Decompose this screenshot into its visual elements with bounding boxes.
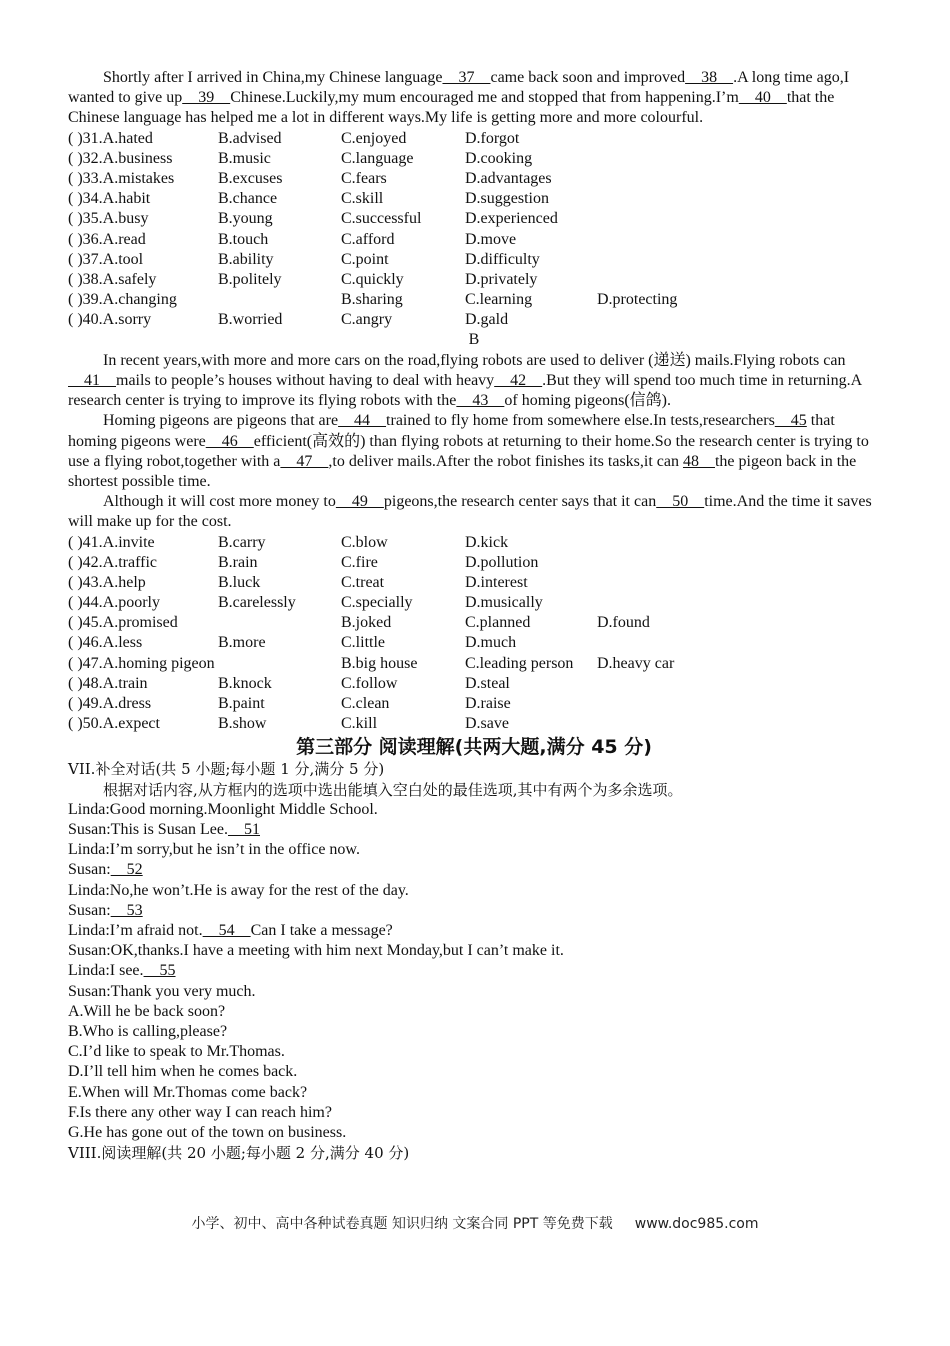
question-row: ( )49.A.dress B.paint C.clean D.raise — [68, 695, 511, 713]
option-item: G.He has gone out of the town on business. — [68, 1124, 347, 1142]
option-item: A.Will he be back soon? — [68, 1002, 226, 1020]
dialogue-options — [68, 1002, 880, 1143]
question-row: ( )48.A.train B.knock C.follow D.steal — [68, 674, 510, 692]
blank-52: 52 — [110, 861, 143, 879]
section7-instruction: 根据对话内容,从方框内的选项中选出能填入空白处的最佳选项,其中有两个为多余选项。 — [103, 780, 683, 799]
blank-45: 45 — [774, 412, 807, 430]
question-row: ( )35.A.busy B.young C.successful D.experienced — [68, 210, 558, 228]
footer-url[interactable]: www.doc985.com — [634, 1216, 759, 1232]
section7-title: VII.补全对话(共 5 小题;每小题 1 分,满分 5 分) — [68, 760, 385, 779]
dialogue-line: Susan:Thank you very much. — [68, 982, 256, 1000]
section-b-label: B — [468, 331, 480, 349]
passage-b-paragraph-3: Although it will cost more money to 49 pigeons,the research center says that it can 50 time.And the time it saves will make up for the cost. — [68, 493, 872, 531]
blank-38: 38 — [685, 69, 734, 86]
question-row: ( )44.A.poorly B.carelessly C.specially D.musically — [68, 594, 543, 612]
dialogue — [68, 800, 880, 1002]
blank-42: 42 — [494, 371, 543, 389]
question-row: ( )39.A.changing B.sharing C.learning D.protecting — [68, 291, 678, 309]
blank-46: 46 — [205, 432, 254, 450]
blank-50: 50 — [656, 493, 705, 511]
blank-51: 51 — [228, 821, 260, 838]
questions-a — [68, 129, 880, 331]
passage-a-paragraph: Shortly after I arrived in China,my Chinese language 37 came back soon and improved 38 .A long time ago,I wanted to give up 39 Chinese.Luckily,my mum encouraged me and stopped that from happening.I’m 40 that the Chinese language has helped me a lot in different ways.My life is getting more and more colourful. — [68, 69, 850, 127]
question-row: ( )41.A.invite B.carry C.blow D.kick — [68, 533, 509, 551]
option-item: F.Is there any other way I can reach him? — [68, 1103, 332, 1121]
passage-b-paragraph-1: In recent years,with more and more cars on the road,flying robots are used to deliver (递送) mails.Flying robots can 41 mails to people’s houses without having to deal with heavy 42 .But they will spend too much time in returning.A research center is trying to improve its flying robots with the 43 of homing pigeons(信鸽). — [68, 351, 862, 410]
passage-b-paragraph-2: Homing pigeons are pigeons that are 44 trained to fly home from somewhere else.In tests,researchers 45 that homing pigeons were 46 efficient(高效的) than flying robots at returning to their home.So the research center is trying to use a flying robot,together with a 47 ,to deliver mails.After the robot finishes its tasks,it can 48 the pigeon back in the shortest possible time. — [68, 412, 869, 490]
question-row: ( )38.A.safely B.politely C.quickly D.privately — [68, 270, 538, 288]
question-row: ( )36.A.read B.touch C.afford D.move — [68, 230, 517, 248]
dialogue-line: Linda:No,he won’t.He is away for the rest of the day. — [68, 881, 409, 899]
question-row: ( )33.A.mistakes B.excuses C.fears D.advantages — [68, 169, 552, 187]
dialogue-line: Linda:I’m afraid not. 54 Can I take a message? — [68, 922, 393, 940]
blank-49: 49 — [335, 493, 384, 511]
dialogue-line: Linda:I see. 55 — [68, 962, 176, 980]
option-item: B.Who is calling,please? — [68, 1023, 228, 1041]
question-row: ( )45.A.promised B.joked C.planned D.found — [68, 614, 650, 632]
dialogue-line: Linda:Good morning.Moonlight Middle School. — [68, 800, 378, 818]
question-row: ( )31.A.hated B.advised C.enjoyed D.forgot — [68, 129, 520, 147]
blank-40: 40 — [738, 89, 787, 107]
dialogue-line: Susan:This is Susan Lee. 51 — [68, 821, 260, 838]
option-item: D.I’ll tell him when he comes back. — [68, 1063, 298, 1081]
question-row: ( )37.A.tool B.ability C.point D.difficulty — [68, 250, 540, 268]
blank-43: 43 — [456, 392, 505, 410]
section8-title: VIII.阅读理解(共 20 小题;每小题 2 分,满分 40 分) — [68, 1144, 410, 1163]
blank-48: 48 — [682, 452, 715, 470]
blank-55: 55 — [143, 962, 176, 980]
questions-b — [68, 533, 880, 735]
question-row: ( )47.A.homing pigeon B.big house C.leading person D.heavy car — [68, 654, 675, 672]
footer-text: 小学、初中、高中各种试卷真题 知识归纳 文案合同 PPT 等免费下载 — [191, 1216, 613, 1232]
exam-page — [68, 68, 880, 1163]
option-item: E.When will Mr.Thomas come back? — [68, 1083, 308, 1101]
blank-41: 41 — [68, 371, 116, 389]
dialogue-line: Susan:OK,thanks.I have a meeting with him next Monday,but I can’t make it. — [68, 942, 564, 960]
dialogue-line: Susan: 53 — [68, 901, 143, 919]
question-row: ( )40.A.sorry B.worried C.angry D.gald — [68, 311, 509, 329]
page-footer — [0, 1213, 950, 1233]
blank-47: 47 — [280, 452, 329, 470]
question-row: ( )43.A.help B.luck C.treat D.interest — [68, 573, 528, 591]
question-row: ( )32.A.business B.music C.language D.cooking — [68, 149, 533, 167]
question-row: ( )46.A.less B.more C.little D.much — [68, 634, 517, 652]
blank-44: 44 — [338, 412, 387, 430]
dialogue-line: Susan: 52 — [68, 861, 143, 879]
dialogue-line: Linda:I’m sorry,but he isn’t in the office now. — [68, 841, 360, 859]
blank-54: 54 — [202, 922, 251, 940]
blank-37: 37 — [442, 69, 491, 86]
part3-title: 第三部分 阅读理解(共两大题,满分 45 分) — [296, 736, 652, 759]
option-item: C.I’d like to speak to Mr.Thomas. — [68, 1043, 285, 1061]
blank-39: 39 — [182, 89, 231, 107]
blank-53: 53 — [110, 901, 143, 919]
question-row: ( )34.A.habit B.chance C.skill D.suggestion — [68, 190, 549, 208]
question-row: ( )50.A.expect B.show C.kill D.save — [68, 715, 509, 733]
question-row: ( )42.A.traffic B.rain C.fire D.pollution — [68, 553, 539, 571]
